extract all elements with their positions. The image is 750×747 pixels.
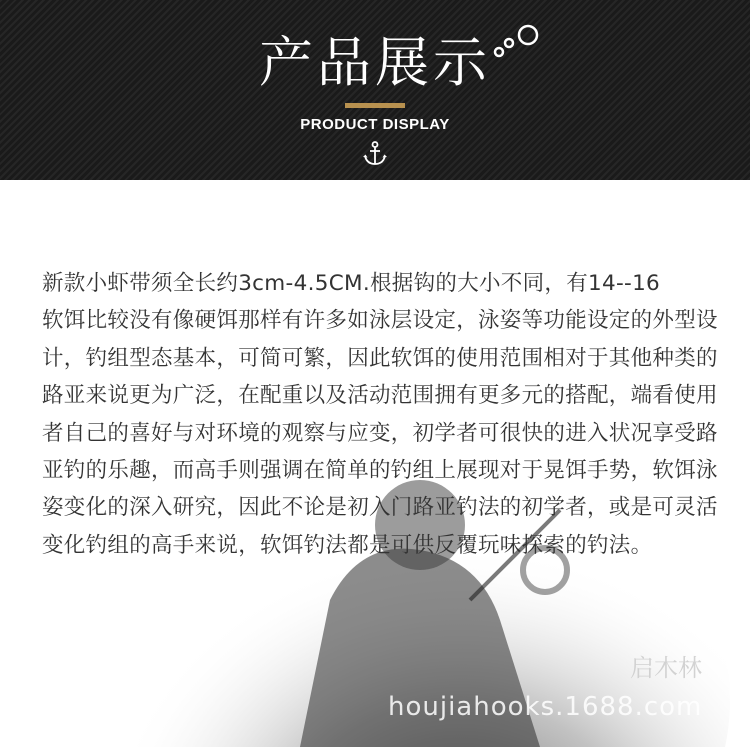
- page-subtitle: PRODUCT DISPLAY: [300, 116, 450, 133]
- shop-stamp: 启木林: [630, 654, 702, 682]
- title-underline: [345, 103, 405, 108]
- size-paragraph: 新款小虾带须全长约3cm-4.5CM.根据钩的大小不同，有14--16: [42, 271, 661, 296]
- soft-bait-paragraph: 软饵比较没有像硬饵那样有许多如泳层设定，泳姿等功能设定的外型设计，钓组型态基本，可简可繁，因此软饵的使用范围相对于其他种类的路亚来说更为广泛，在配重以及活动范围拥有更多元的搭配，端看使用者自己的喜好与对环境的观察与应变，初学者可很快的进入状况享受路亚钓的乐趣，而高手则强调在简单的钓组上展现对于晃饵手势，软饵泳姿变化的深入研究，因此不论是初入门路亚钓法的初学者，或是可灵活变化钓组的高手来说，软饵钓法都是可供反覆玩味探索的钓法。: [42, 308, 718, 558]
- product-description: [42, 265, 722, 564]
- site-watermark: houjiahooks.1688.com: [388, 692, 703, 722]
- page-title: 产品展示: [259, 31, 491, 94]
- anchor-icon: [363, 141, 387, 167]
- bubbles-icon: [492, 18, 542, 63]
